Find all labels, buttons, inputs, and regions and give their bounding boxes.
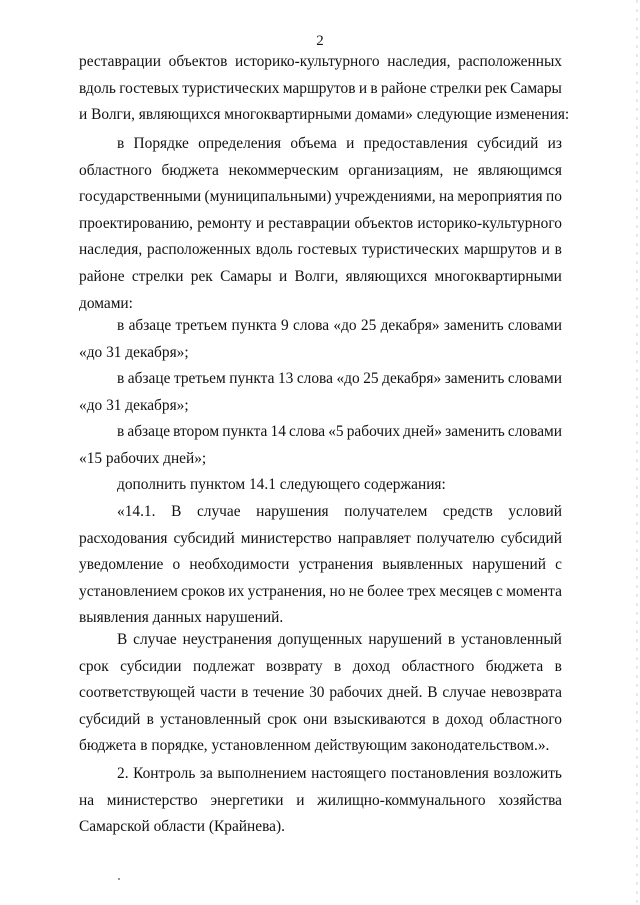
word: в [447, 631, 456, 648]
word: в [117, 370, 125, 387]
word: не [348, 582, 364, 600]
word: условий [508, 503, 562, 520]
word: субсидий [173, 529, 235, 547]
text-line: «15 рабочих дней»; [79, 449, 207, 467]
word: соответствующей [79, 684, 196, 702]
word: неустранения [182, 631, 272, 648]
word: доход [352, 657, 391, 675]
amendment-14 [79, 419, 562, 472]
word: заменить [444, 370, 505, 387]
word: определения [198, 135, 282, 152]
word: 2. [117, 765, 129, 782]
word: рабочих [346, 423, 401, 440]
word: наследия, [387, 53, 451, 70]
word: течение [253, 684, 305, 702]
text-line [79, 552, 562, 579]
word: бюджета [161, 161, 219, 179]
text-line [79, 184, 562, 211]
word: в [117, 135, 125, 152]
word: стрелки [131, 267, 184, 285]
text-line: Самарской области (Крайнева). [79, 818, 285, 836]
word: гостевых [119, 79, 179, 97]
text-line [79, 499, 562, 526]
word: устранения, [247, 582, 327, 600]
word: из [547, 135, 562, 152]
word: 25 [360, 317, 377, 334]
word: необходимости [189, 556, 290, 574]
word: получателем [344, 503, 428, 520]
text-line [79, 131, 562, 158]
word: возврату [266, 657, 323, 675]
word: в [554, 657, 562, 675]
word: дней. [387, 684, 423, 702]
word: министерство [106, 791, 198, 809]
word: на [438, 188, 455, 206]
word: «до [336, 370, 360, 387]
word: третьем [175, 317, 228, 334]
word: третьем [173, 370, 226, 387]
word: и [255, 214, 265, 232]
word: возложить [493, 765, 562, 782]
word: В [427, 684, 438, 702]
word: нарушения [256, 503, 329, 520]
word: абзаце [127, 370, 171, 387]
word: районе [381, 79, 427, 97]
word: рабочих [329, 684, 383, 702]
word: установлением [79, 582, 178, 600]
word: гостевых [297, 241, 358, 259]
word: учреждениями, [334, 188, 436, 206]
word: областного [489, 710, 562, 728]
page-number: 2 [316, 33, 324, 49]
word: рек [484, 79, 507, 97]
word: являющихся [345, 267, 428, 285]
word: маршрутов [282, 79, 356, 97]
word: выполнением [217, 765, 307, 782]
word: 25 [363, 370, 379, 387]
word: трех [407, 582, 437, 600]
word: «5 [328, 423, 344, 440]
word: взыскиваются [333, 710, 426, 728]
word: они [303, 710, 328, 728]
word: случае [442, 684, 486, 702]
word: вдоль [79, 79, 116, 97]
word: момента [506, 582, 562, 600]
word: с [496, 582, 503, 600]
word: пункта [231, 317, 277, 334]
word: «до [333, 317, 357, 334]
text-line [79, 707, 562, 734]
word: туристических [362, 241, 460, 259]
word: установленный [160, 710, 261, 728]
word: мероприятия [457, 188, 543, 206]
text-line [79, 237, 562, 264]
word: в [146, 710, 154, 728]
word: многоквартирными [434, 267, 562, 285]
word: В [171, 503, 182, 520]
word: за [199, 765, 213, 782]
text-line [79, 579, 562, 606]
text-line [79, 761, 562, 788]
word: срок [267, 710, 297, 728]
word: районе [79, 267, 125, 285]
word: получателю [416, 529, 495, 547]
word: их [228, 582, 245, 600]
word: с [555, 556, 562, 574]
word: направляет [337, 529, 411, 547]
word: словами [507, 370, 562, 387]
text-line [79, 313, 562, 340]
scan-dot-artifact [118, 878, 120, 880]
word: сроков [181, 582, 226, 600]
word: абзаце [127, 423, 171, 440]
word: установленный [461, 631, 562, 648]
text-line [79, 158, 562, 185]
word: средств [442, 503, 493, 520]
word: невозврата [490, 684, 562, 702]
text-line: «до 31 декабря»; [79, 343, 189, 361]
word: историко-культурного [235, 53, 380, 70]
word: областного [401, 657, 475, 675]
word: на [79, 791, 95, 809]
word: субсидий [477, 135, 539, 152]
word: подлежат [192, 657, 255, 675]
word: и [296, 791, 305, 809]
word: не [453, 161, 469, 179]
word: декабря» [380, 317, 440, 334]
amendment-9 [79, 313, 562, 366]
word: случае [196, 503, 241, 520]
word: Порядке [133, 135, 189, 152]
word: проектированию, [79, 214, 193, 232]
word: части [199, 684, 237, 702]
word: в [370, 79, 378, 97]
word: расположенных [458, 53, 562, 70]
word: срок [79, 657, 109, 675]
word: энергетики [210, 791, 284, 809]
text-line [79, 76, 562, 103]
word: туристических [182, 79, 280, 97]
word: субсидий [500, 529, 562, 547]
text-line: «до 31 декабря»; [79, 396, 189, 414]
word: допущенных [277, 631, 363, 648]
word: Самары [220, 267, 272, 285]
text-line [79, 788, 562, 815]
word: бюджета [485, 657, 544, 675]
word: слова [292, 317, 330, 334]
text-line: и Волги, являющихся многоквартирными домами» следующие изменения: [79, 106, 570, 124]
word: устранения [298, 556, 374, 574]
word: рек [190, 267, 213, 285]
text-line [79, 419, 562, 446]
word: (муниципальными) [204, 188, 332, 206]
word: вдоль [255, 241, 293, 259]
word: в [117, 423, 125, 440]
word: декабря» [382, 370, 442, 387]
word: В [117, 631, 128, 648]
scan-edge-artifact [636, 0, 638, 905]
word: пункта [229, 370, 275, 387]
word: заменить [445, 423, 505, 440]
word: являющимся [477, 161, 562, 179]
word: реставрации [79, 53, 161, 70]
word: субсидий [79, 710, 141, 728]
word: нарушений [368, 631, 443, 648]
text-line [79, 680, 562, 707]
intro-paragraph [79, 49, 570, 129]
word: выявленных [382, 556, 464, 574]
word: министерство [240, 529, 332, 547]
word: «14.1. [117, 503, 156, 520]
word: и [358, 79, 368, 97]
word: пункта [222, 423, 268, 440]
word: объектов [354, 214, 414, 232]
word: жилищно-коммунального [317, 791, 486, 809]
word: субсидии [120, 657, 182, 675]
word: заменить [443, 317, 504, 334]
text-line [79, 627, 562, 654]
word: но [329, 582, 346, 600]
order-paragraph [79, 131, 562, 317]
word: дней» [403, 423, 442, 440]
word: Контроль [133, 765, 196, 782]
text-line: домами: [79, 294, 133, 312]
supplement-intro [79, 472, 562, 499]
refund-paragraph [79, 627, 562, 760]
word: слова [296, 370, 333, 387]
word: расположенных [147, 241, 251, 259]
word: стрелки [429, 79, 482, 97]
word: месяцев [439, 582, 493, 600]
word: Волги, [294, 267, 339, 285]
text-line [79, 49, 562, 76]
word: областного [79, 161, 152, 179]
word: историко-культурного [417, 214, 562, 232]
word: в [334, 657, 342, 675]
text-line [79, 366, 562, 393]
word: в [432, 710, 440, 728]
word: предоставления [363, 135, 468, 152]
word: организациям, [348, 161, 444, 179]
word: о [172, 556, 181, 574]
word: расходования [79, 529, 168, 547]
word: по [546, 188, 562, 206]
word: 30 [309, 684, 325, 702]
text-line [79, 526, 562, 553]
word: и [346, 135, 355, 152]
word: объектов [168, 53, 228, 70]
word: и [541, 241, 550, 259]
text-line [79, 654, 562, 681]
word: наследия, [79, 241, 143, 259]
text-line: бюджета в порядке, установленном действующим законодательством.». [79, 737, 550, 755]
word: нарушений [472, 556, 546, 574]
word: словами [507, 317, 562, 334]
word: более [367, 582, 404, 600]
clause-14-1 [79, 499, 562, 632]
word: уведомление [79, 556, 164, 574]
word: ремонту [197, 214, 252, 232]
amendment-13 [79, 366, 562, 419]
text-line [79, 211, 562, 238]
word: реставрации [268, 214, 351, 232]
word: 14 [270, 423, 286, 440]
word: настоящего [311, 765, 387, 782]
word: слова [289, 423, 326, 440]
word: доход [445, 710, 483, 728]
word: хозяйства [498, 791, 562, 809]
word: государственными [79, 188, 202, 206]
control-paragraph [79, 761, 562, 841]
word: 9 [281, 317, 289, 334]
word: объема [290, 135, 337, 152]
word: словами [507, 423, 562, 440]
word: Самары [510, 79, 562, 97]
word: в [117, 317, 125, 334]
text-line [79, 264, 562, 291]
word: в [241, 684, 249, 702]
word: некоммерческим [228, 161, 339, 179]
word: в [554, 241, 562, 259]
text-line: дополнить пунктом 14.1 следующего содержания: [117, 476, 446, 493]
word: маршрутов [464, 241, 537, 259]
word: абзаце [128, 317, 172, 334]
word: 13 [277, 370, 294, 387]
word: постановления [390, 765, 489, 782]
word: втором [173, 423, 220, 440]
word: случае [133, 631, 177, 648]
word: и [278, 267, 288, 285]
text-line: выявления данных нарушений. [79, 609, 284, 627]
